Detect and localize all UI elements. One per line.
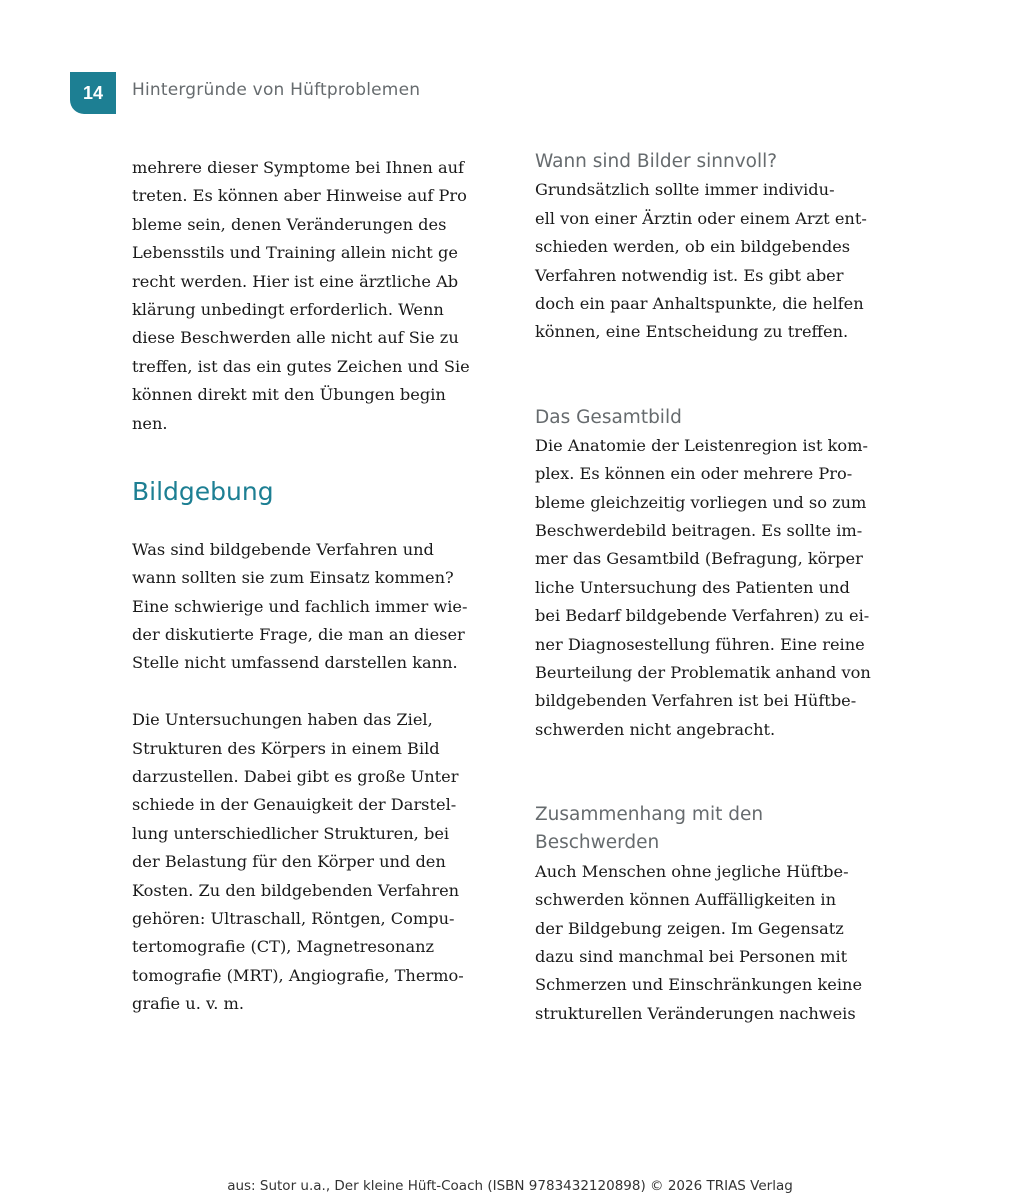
subheading-das-gesamtbild: Das Gesamtbild <box>535 406 682 428</box>
text-line: liche Untersuchung des Patienten und <box>535 577 850 597</box>
text-line: Kosten. Zu den bildgebenden Verfahren <box>132 880 460 900</box>
text-line: Eine schwierige und fachlich immer wie- <box>132 596 468 616</box>
text-line: ner Diagnosestellung führen. Eine reine <box>535 634 865 654</box>
text-line: Auch Menschen ohne jegliche Hüftbe- <box>535 861 849 881</box>
text-line: bleme sein, denen Veränderungen des <box>132 214 447 234</box>
text-line: bei Bedarf bildgebende Verfahren) zu ei- <box>535 606 870 626</box>
text-line: mehrere dieser Symptome bei Ihnen auf <box>132 158 465 177</box>
section-gap <box>535 744 895 772</box>
text-line: Verfahren notwendig ist. Es gibt aber <box>535 265 844 285</box>
text-line: mer das Gesamtbild (Befragung, körper <box>535 549 863 569</box>
page-number: 14 <box>82 82 104 103</box>
subheading-zusammenhang-line-1: Zusammenhang mit den <box>535 803 764 825</box>
text-line: Die Anatomie der Leistenregion ist kom- <box>535 435 868 455</box>
text-line: Die Untersuchungen haben das Ziel, <box>132 710 433 730</box>
section2-paragraph <box>535 432 895 744</box>
text-line: treffen, ist das ein gutes Zeichen und Sie <box>132 356 470 376</box>
text-line: Beurteilung der Problematik anhand von <box>535 663 871 683</box>
text-line: recht werden. Hier ist eine ärztliche Ab <box>132 271 459 291</box>
text-line: grafie u. v. m. <box>132 994 244 1014</box>
text-line: klärung unbedingt erforderlich. Wenn <box>132 299 444 319</box>
text-line: Was sind bildgebende Verfahren und <box>132 539 434 559</box>
source-footer: aus: Sutor u.a., Der kleine Hüft-Coach (ISBN 9783432120898) © 2026 TRIAS Verlag <box>227 1178 793 1194</box>
text-line: tomografie (MRT), Angiografie, Thermo- <box>132 965 464 985</box>
text-line: der Belastung für den Körper und den <box>132 852 446 872</box>
text-line: der Bildgebung zeigen. Im Gegensatz <box>535 918 844 938</box>
text-line: können, eine Entscheidung zu treffen. <box>535 322 849 342</box>
text-line: schieden werden, ob ein bildgebendes <box>535 237 851 257</box>
text-line: strukturellen Veränderungen nachweis <box>535 1003 856 1023</box>
text-line: plex. Es können ein oder mehrere Pro- <box>535 464 853 484</box>
text-line: Lebensstils und Training allein nicht ge <box>132 243 458 263</box>
text-line: Strukturen des Körpers in einem Bild <box>132 738 440 758</box>
paragraph-1 <box>132 536 494 678</box>
text-line: bildgebenden Verfahren ist bei Hüftbe- <box>535 691 857 711</box>
text-line: der diskutierte Frage, die man an dieser <box>132 625 465 645</box>
section3-paragraph <box>535 858 895 1028</box>
text-line: schwerden können Auffälligkeiten in <box>535 890 837 910</box>
text-line: gehören: Ultraschall, Röntgen, Compu- <box>132 908 455 928</box>
text-line: nen. <box>132 413 168 433</box>
paragraph-gap <box>132 678 494 706</box>
text-line: dazu sind manchmal bei Personen mit <box>535 946 848 966</box>
subheading-wann-sind-bilder-sinnvoll: Wann sind Bilder sinnvoll? <box>535 151 778 172</box>
text-line: diese Beschwerden alle nicht auf Sie zu <box>132 328 459 348</box>
text-line: tertomografie (CT), Magnetresonanz <box>132 937 435 957</box>
running-title: Hintergründe von Hüftproblemen <box>132 80 421 100</box>
text-line: bleme gleichzeitig vorliegen und so zum <box>535 492 867 512</box>
section-gap <box>535 347 895 375</box>
text-line: schiede in der Genauigkeit der Darstel- <box>132 795 457 815</box>
section-heading-bildgebung: Bildgebung <box>132 476 274 506</box>
text-line: Grundsätzlich sollte immer individu- <box>535 180 835 200</box>
text-line: treten. Es können aber Hinweise auf Pro <box>132 186 467 206</box>
intro-paragraph <box>132 154 494 438</box>
section-gap <box>535 375 895 403</box>
text-line: darzustellen. Dabei gibt es große Unter <box>132 767 459 787</box>
text-line: Beschwerdebild beitragen. Es sollte im- <box>535 521 863 541</box>
section-gap <box>535 773 895 801</box>
text-line: schwerden nicht angebracht. <box>535 719 776 739</box>
text-line: ell von einer Ärztin oder einem Arzt ent- <box>535 208 867 228</box>
text-line: lung unterschiedlicher Strukturen, bei <box>132 823 450 843</box>
text-line: Stelle nicht umfassend darstellen kann. <box>132 653 458 673</box>
left-column <box>132 154 494 1019</box>
text-line: doch ein paar Anhaltspunkte, die helfen <box>535 293 864 313</box>
page-number-badge <box>70 72 116 114</box>
subheading-zusammenhang-line-2: Beschwerden <box>535 832 660 854</box>
paragraph-2 <box>132 706 494 1018</box>
text-line: Schmerzen und Einschränkungen keine <box>535 975 863 995</box>
text-line: können direkt mit den Übungen begin <box>132 385 446 405</box>
text-line: wann sollten sie zum Einsatz kommen? <box>132 568 454 588</box>
right-column <box>535 151 895 1028</box>
section1-paragraph <box>535 176 895 346</box>
